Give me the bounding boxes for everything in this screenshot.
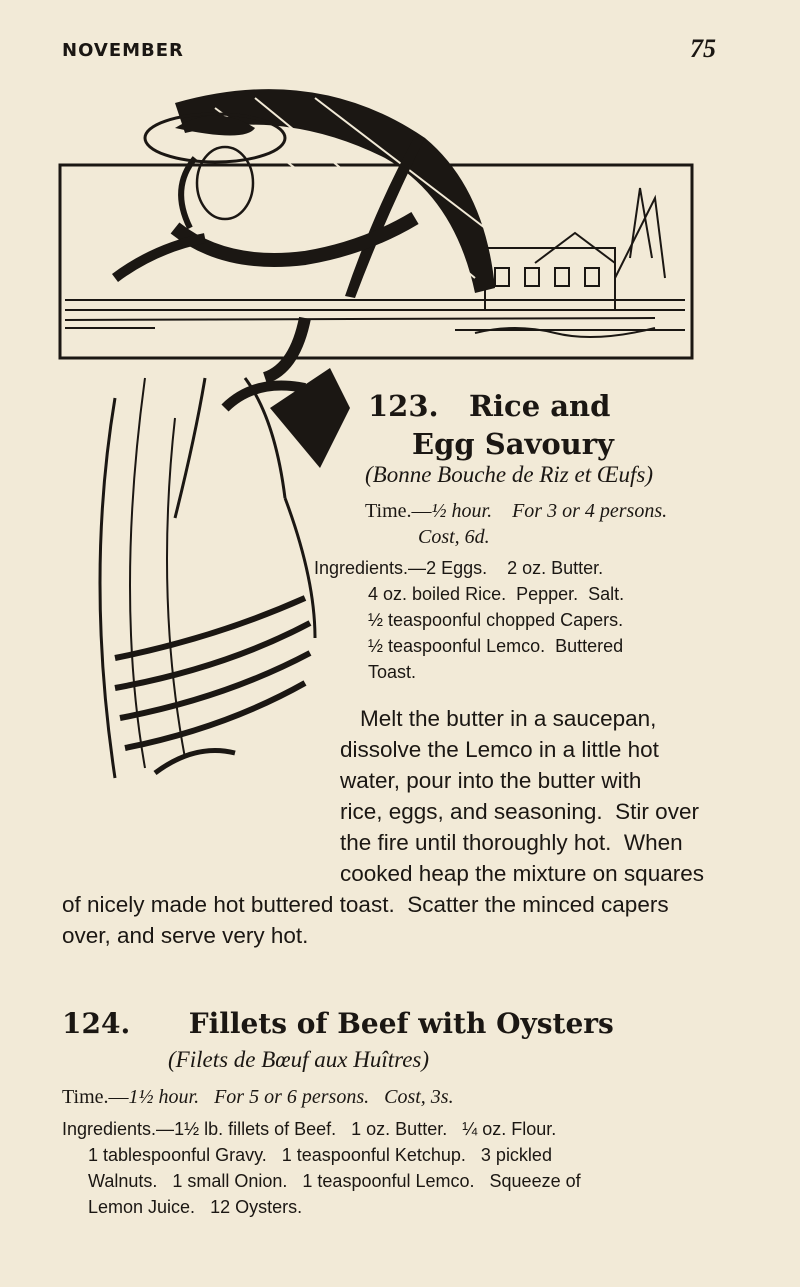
recipe-124-meta [62,1085,454,1110]
ingredients-line: ½ teaspoonful Lemco. Buttered [368,636,624,656]
cost: Cost, 3s. [384,1086,454,1108]
recipe-123-time [365,499,667,524]
running-header: NOVEMBER [62,40,184,61]
persons: For 3 or 4 persons. [512,500,668,522]
recipe-124-ingredients [62,1116,556,1142]
page-number: 75 [690,34,716,63]
ingredients-line: Walnuts. 1 small Onion. 1 teaspoonful Lemco. Squeeze of [88,1171,581,1191]
recipe-124-subtitle: (Filets de Bœuf aux Huîtres) [168,1047,430,1072]
ingredients-label: Ingredients.— [62,1119,175,1139]
method-line: dissolve the Lemco in a little hot [340,737,659,762]
persons: For 5 or 6 persons. [214,1086,370,1108]
method-line: rice, eggs, and seasoning. Stir over [340,799,699,824]
time-value: 1½ hour. [128,1086,200,1108]
recipe-123-cost: Cost, 6d. [418,526,490,548]
method-line: the fire until thoroughly hot. When [340,830,683,855]
time-value: ½ hour. [431,500,493,522]
time-label: Time.— [365,500,432,522]
recipe-123-subtitle: (Bonne Bouche de Riz et Œufs) [365,462,654,487]
ingredients-line: 1 tablespoonful Gravy. 1 teaspoonful Ketchup. 3 pickled [88,1145,552,1165]
ingredients-label: Ingredients.— [314,558,427,578]
recipe-number: 123. [368,389,439,423]
recipe-title: Fillets of Beef with Oysters [188,1007,614,1040]
ingredients-line: Lemon Juice. 12 Oysters. [88,1197,303,1217]
method-line: over, and serve very hot. [62,923,309,948]
ingredients-line: ½ teaspoonful chopped Capers. [368,610,624,630]
method-line: cooked heap the mixture on squares [340,861,704,886]
ingredients-line: Toast. [368,662,417,682]
recipe-number: 124. [62,1007,131,1040]
method-line: Melt the butter in a saucepan, [360,706,657,731]
ingredients-line: 1½ lb. fillets of Beef. 1 oz. Butter. ¼ oz. Flour. [174,1119,557,1139]
method-line: water, pour into the butter with [340,768,642,793]
ingredients-line: 4 oz. boiled Rice. Pepper. Salt. [368,584,625,604]
time-label: Time.— [62,1086,129,1108]
recipe-123-title [368,386,610,426]
method-line: of nicely made hot buttered toast. Scatter the minced capers [62,892,669,917]
recipe-123-ingredients [314,555,603,581]
recipe-title-line2: Egg Savoury [412,427,614,461]
recipe-title-line1: Rice and [468,389,611,423]
ingredients-line: 2 Eggs. 2 oz. Butter. [426,558,604,578]
recipe-124-title [62,1004,614,1044]
